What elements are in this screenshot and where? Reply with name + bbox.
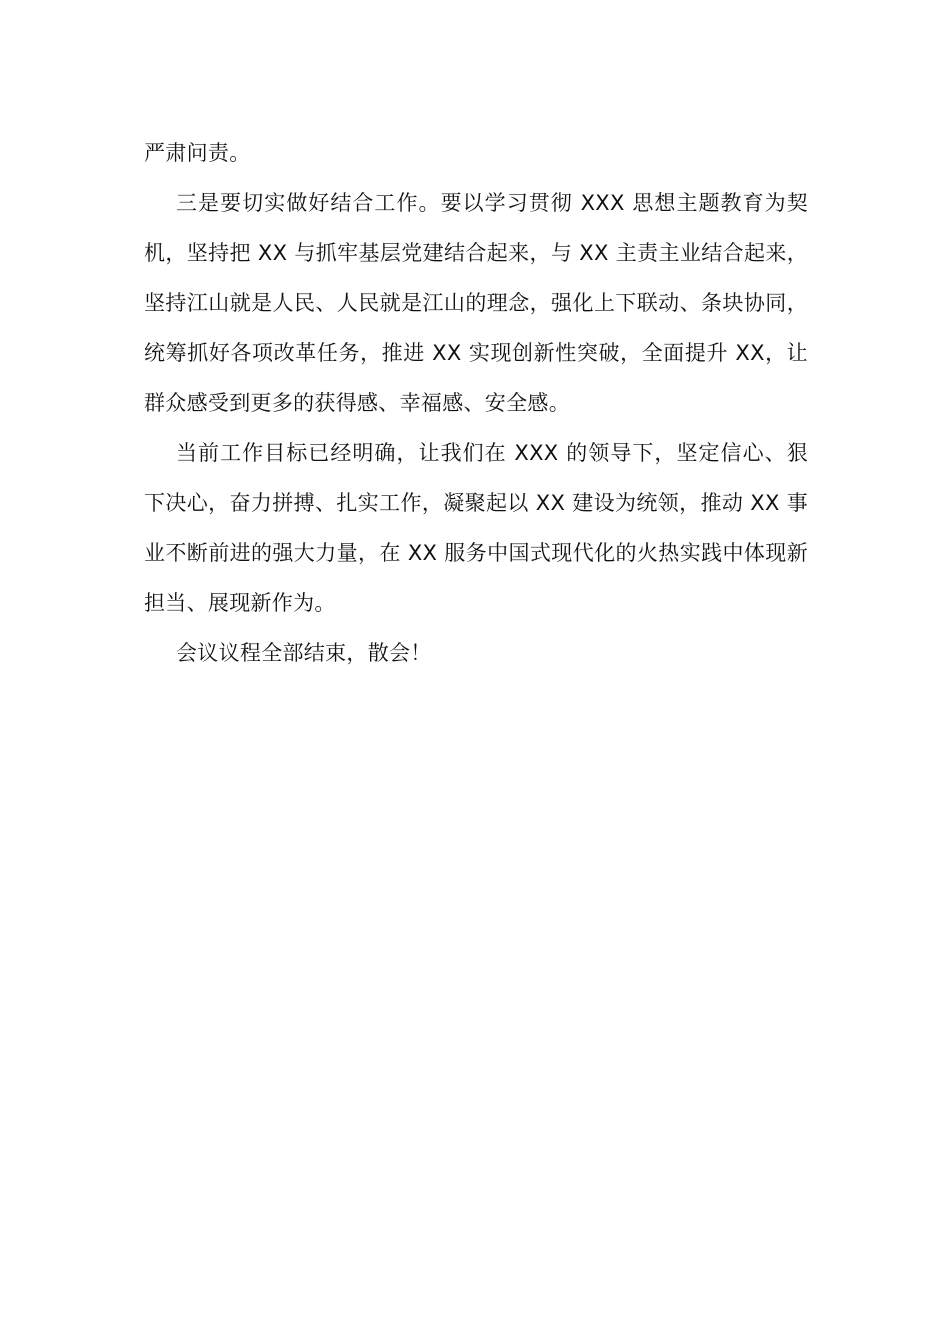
document-body xyxy=(144,128,808,678)
paragraph-current-goals: 当前工作目标已经明确，让我们在 XXX 的领导下，坚定信心、狠下决心，奋力拼搏、扎实工作，凝聚起以 XX 建设为统领，推动 XX 事业不断前进的强大力量，在 XX 服务中国式现代化的火热实践中体现新担当、展现新作为。 xyxy=(144,441,808,615)
paragraph-continuation: 严肃问责。 xyxy=(144,141,251,165)
paragraph-combination-work: 三是要切实做好结合工作。要以学习贯彻 XXX 思想主题教育为契机，坚持把 XX 与抓牢基层党建结合起来，与 XX 主责主业结合起来，坚持江山就是人民、人民就是江山的理念，强化上下联动、条块协同，统筹抓好各项改革任务，推进 XX 实现创新性突破，全面提升 XX，让群众感受到更多的获得感、幸福感、安全感。 xyxy=(144,191,808,415)
paragraph-meeting-close: 会议议程全部结束，散会！ xyxy=(176,641,432,665)
